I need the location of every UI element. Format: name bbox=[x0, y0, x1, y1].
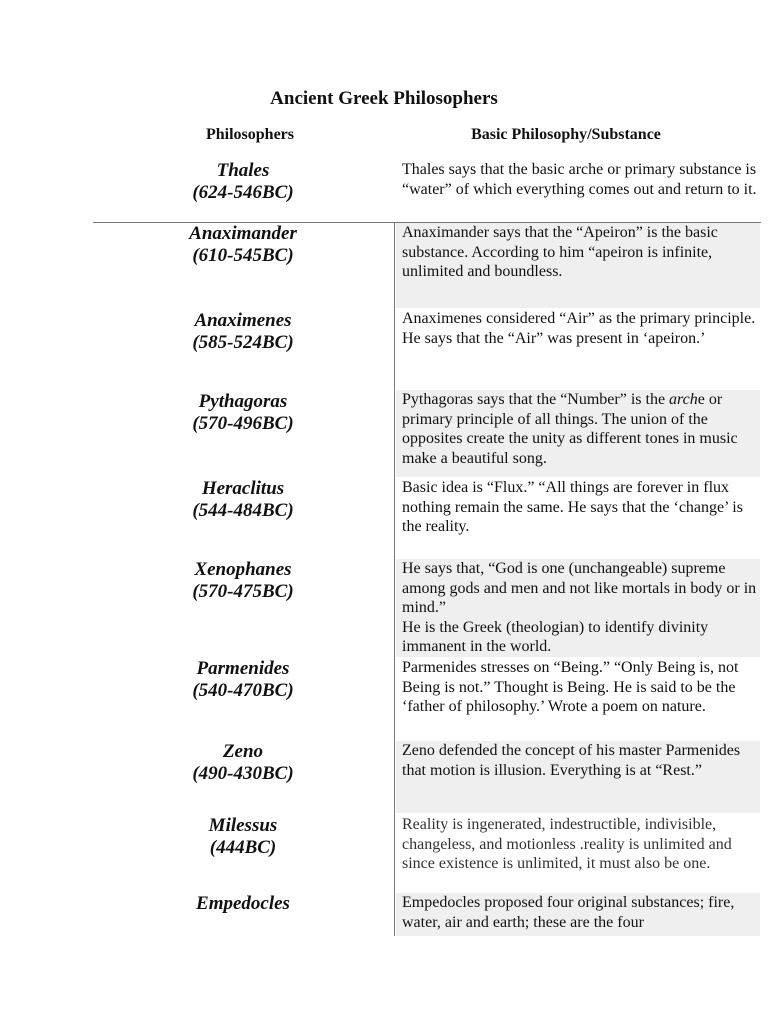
philosophy-description-milessus bbox=[396, 815, 760, 874]
philosopher-name-thales bbox=[140, 160, 346, 204]
description-text: He says that, “God is one (unchangeable) supreme among gods and men and not like mortals in body or in mind.” bbox=[402, 560, 757, 616]
philosopher-dates: (610-545BC) bbox=[192, 245, 294, 266]
philosopher-name-parmenides bbox=[140, 658, 346, 702]
philosopher-dates: (585-524BC) bbox=[192, 332, 294, 353]
philosophy-description-pythagoras bbox=[396, 390, 760, 477]
philosopher-dates: (624-546BC) bbox=[192, 182, 294, 203]
philosopher-name: Xenophanes bbox=[194, 559, 292, 580]
philosopher-dates: (444BC) bbox=[209, 837, 277, 858]
philosophy-description-anaximander bbox=[396, 223, 760, 308]
philosopher-name: Parmenides bbox=[196, 658, 290, 679]
description-text-start: Pythagoras says that the “Number” is the bbox=[402, 391, 670, 408]
description-text: Anaximenes considered “Air” as the primary principle. He says that the “Air” was present in ‘apeiron.’ bbox=[402, 310, 756, 347]
philosopher-name-zeno bbox=[140, 741, 346, 785]
description-text-end: e or primary principle of all things. The union of the opposites create the unity as different tones in music make a beautiful song. bbox=[402, 391, 738, 467]
philosophy-description-parmenides bbox=[396, 658, 760, 717]
philosopher-name-heraclitus bbox=[140, 478, 346, 522]
philosopher-name: Anaximenes bbox=[194, 310, 292, 331]
philosopher-name: Heraclitus bbox=[201, 478, 285, 499]
philosopher-name: Empedocles bbox=[196, 893, 290, 914]
column-header-philosophers: Philosophers bbox=[205, 126, 294, 143]
philosopher-name: Anaximander bbox=[189, 223, 297, 244]
description-text-continued: He is the Greek (theologian) to identify divinity immanent in the world. bbox=[402, 618, 709, 655]
description-text: Thales says that the basic arche or primary substance is “water” of which everything comes out and return to it. bbox=[402, 161, 757, 198]
philosopher-name: Zeno bbox=[222, 741, 264, 762]
philosopher-dates: (490-430BC) bbox=[192, 763, 294, 784]
philosopher-name-pythagoras bbox=[140, 391, 346, 435]
description-text: Reality is ingenerated, indestructible, indivisible, changeless, and motionless .reality is unlimited and since existence is unlimited, it must also be one. bbox=[402, 816, 732, 872]
column-header-philosophy: Basic Philosophy/Substance bbox=[471, 126, 661, 143]
philosophy-description-zeno bbox=[396, 741, 760, 813]
philosophy-description-anaximenes bbox=[396, 309, 760, 348]
philosophy-description-empedocles bbox=[396, 893, 760, 936]
philosophy-description-thales bbox=[396, 160, 760, 199]
description-text-emphasis: arch bbox=[669, 391, 698, 408]
philosopher-name: Milessus bbox=[208, 815, 278, 836]
philosopher-name-milessus bbox=[140, 815, 346, 859]
description-text: Empedocles proposed four original substances; fire, water, air and earth; these are the four bbox=[402, 894, 735, 931]
philosopher-dates: (540-470BC) bbox=[192, 680, 294, 701]
philosopher-name-empedocles bbox=[140, 893, 346, 915]
philosophy-description-xenophanes bbox=[396, 559, 760, 657]
description-text: Zeno defended the concept of his master Parmenides that motion is illusion. Everything is at “Rest.” bbox=[402, 742, 741, 779]
philosopher-name-anaximander bbox=[140, 223, 346, 267]
philosopher-dates: (570-475BC) bbox=[192, 581, 294, 602]
philosopher-name: Pythagoras bbox=[198, 391, 288, 412]
description-text: Anaximander says that the “Apeiron” is the basic substance. According to him “apeiron is infinite, unlimited and boundless. bbox=[402, 224, 718, 280]
philosopher-name-anaximenes bbox=[140, 310, 346, 354]
philosopher-dates: (544-484BC) bbox=[192, 500, 294, 521]
table-column-divider bbox=[394, 222, 395, 936]
philosopher-name: Thales bbox=[216, 160, 270, 181]
description-text: Parmenides stresses on “Being.” “Only Being is, not Being is not.” Thought is Being. He is said to be the ‘father of philosophy.’ Wrote a poem on nature. bbox=[402, 659, 739, 715]
philosopher-dates: (570-496BC) bbox=[192, 413, 294, 434]
description-text: Basic idea is “Flux.” “All things are forever in flux nothing remain the same. He says that the ‘change’ is the reality. bbox=[402, 479, 743, 535]
philosophy-description-heraclitus bbox=[396, 478, 760, 537]
page-title: Ancient Greek Philosophers bbox=[270, 88, 498, 109]
philosopher-name-xenophanes bbox=[140, 559, 346, 603]
